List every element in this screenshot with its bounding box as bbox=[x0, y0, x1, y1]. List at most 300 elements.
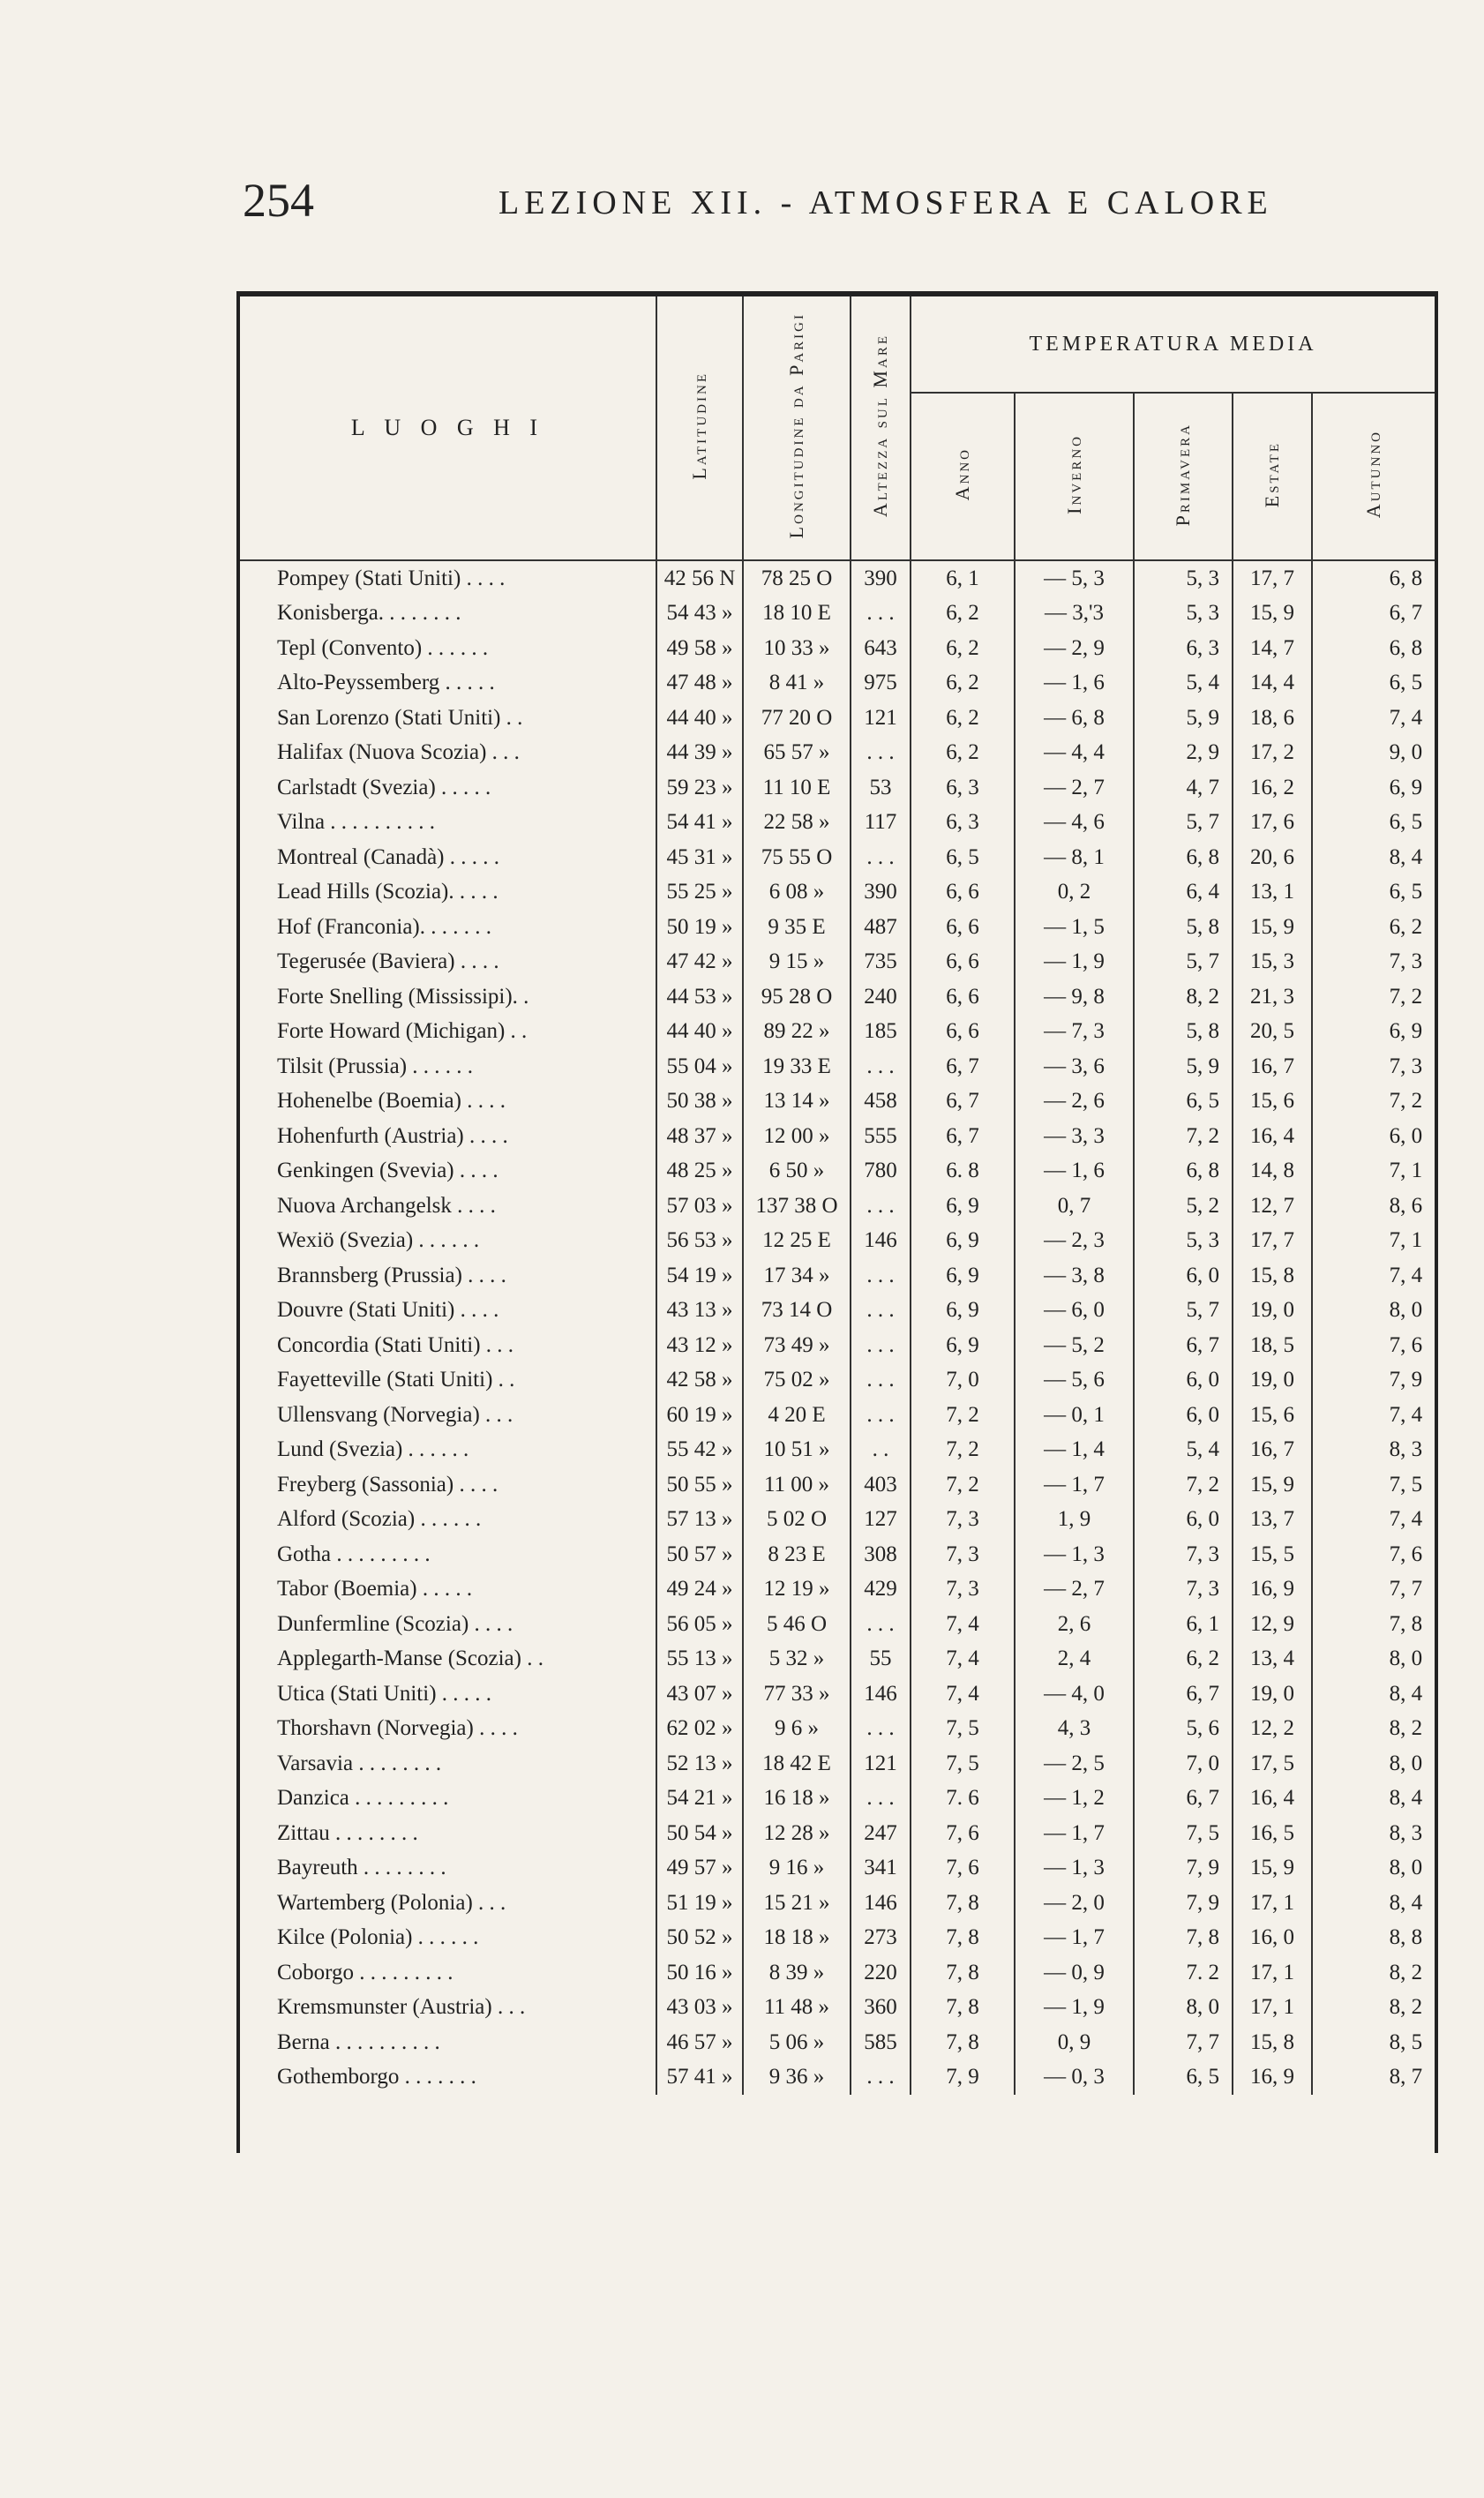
altitude-cell: 360 bbox=[851, 1991, 911, 2026]
table-row bbox=[240, 1607, 1435, 1642]
year-temp-cell: 6, 2 bbox=[911, 631, 1015, 666]
place-cell: Wexiö (Svezia) . . . . . . bbox=[277, 1228, 480, 1253]
autumn-temp-cell: 8, 8 bbox=[1312, 1921, 1435, 1956]
table-row bbox=[240, 910, 1435, 945]
longitude-cell: 8 41 » bbox=[743, 666, 851, 701]
latitude-cell: 43 07 » bbox=[656, 1677, 743, 1712]
year-temp-cell: 6, 9 bbox=[911, 1258, 1015, 1294]
spring-temp-cell: 6, 8 bbox=[1134, 1154, 1233, 1189]
spring-temp-cell: 7, 8 bbox=[1134, 1921, 1233, 1956]
latitude-cell: 55 25 » bbox=[656, 875, 743, 911]
year-temp-cell: 6. 8 bbox=[911, 1154, 1015, 1189]
summer-temp-cell: 17, 1 bbox=[1233, 1955, 1312, 1991]
autumn-temp-cell: 8, 4 bbox=[1312, 840, 1435, 875]
autumn-temp-cell: 6, 5 bbox=[1312, 875, 1435, 911]
winter-temp-cell: 1, 9 bbox=[1015, 1503, 1134, 1538]
place-cell: Tabor (Boemia) . . . . . bbox=[277, 1577, 473, 1602]
year-temp-cell: 7, 9 bbox=[911, 2060, 1015, 2096]
spring-temp-cell: 8, 2 bbox=[1134, 979, 1233, 1015]
longitude-cell: 5 06 » bbox=[743, 2025, 851, 2060]
altitude-cell: 341 bbox=[851, 1851, 911, 1887]
altitude-cell: 55 bbox=[851, 1642, 911, 1677]
winter-temp-cell: 0, 2 bbox=[1015, 875, 1134, 911]
year-temp-cell: 7, 4 bbox=[911, 1607, 1015, 1642]
year-temp-cell: 6, 3 bbox=[911, 770, 1015, 806]
table-row bbox=[240, 979, 1435, 1015]
longitude-cell: 12 25 E bbox=[743, 1224, 851, 1259]
longitude-cell: 77 33 » bbox=[743, 1677, 851, 1712]
table-row bbox=[240, 596, 1435, 632]
table-row bbox=[240, 1886, 1435, 1921]
table-row bbox=[240, 1746, 1435, 1782]
autumn-temp-cell: 8, 0 bbox=[1312, 1746, 1435, 1782]
spring-temp-cell: 5, 9 bbox=[1134, 1049, 1233, 1084]
longitude-cell: 12 00 » bbox=[743, 1119, 851, 1154]
altitude-cell: 975 bbox=[851, 666, 911, 701]
year-temp-cell: 7, 2 bbox=[911, 1467, 1015, 1503]
latitude-cell: 56 05 » bbox=[656, 1607, 743, 1642]
summer-temp-cell: 17, 2 bbox=[1233, 736, 1312, 771]
longitude-cell: 95 28 O bbox=[743, 979, 851, 1015]
winter-temp-cell: — 6, 0 bbox=[1015, 1294, 1134, 1329]
table-row bbox=[240, 1816, 1435, 1851]
summer-temp-cell: 16, 4 bbox=[1233, 1782, 1312, 1817]
year-temp-cell: 7, 3 bbox=[911, 1572, 1015, 1608]
latitude-cell: 43 13 » bbox=[656, 1294, 743, 1329]
altitude-cell: 220 bbox=[851, 1955, 911, 1991]
table-row bbox=[240, 1049, 1435, 1084]
year-temp-cell: 7, 8 bbox=[911, 1991, 1015, 2026]
latitude-cell: 51 19 » bbox=[656, 1886, 743, 1921]
place-cell: Zittau . . . . . . . . bbox=[277, 1820, 418, 1845]
autumn-temp-cell: 6, 2 bbox=[1312, 910, 1435, 945]
latitude-cell: 62 02 » bbox=[656, 1712, 743, 1747]
table-row bbox=[240, 1084, 1435, 1120]
longitude-cell: 22 58 » bbox=[743, 806, 851, 841]
altitude-cell: . . . bbox=[851, 1782, 911, 1817]
table-row bbox=[240, 1677, 1435, 1712]
longitude-cell: 9 35 E bbox=[743, 910, 851, 945]
spring-temp-cell: 7, 2 bbox=[1134, 1467, 1233, 1503]
winter-temp-cell: — 1, 3 bbox=[1015, 1537, 1134, 1572]
table-row bbox=[240, 1467, 1435, 1503]
winter-temp-cell: — 2, 7 bbox=[1015, 1572, 1134, 1608]
place-cell: Tegerusée (Baviera) . . . . bbox=[277, 949, 499, 974]
autumn-temp-cell: 9, 0 bbox=[1312, 736, 1435, 771]
winter-temp-cell: — 0, 1 bbox=[1015, 1398, 1134, 1433]
autumn-temp-cell: 7, 6 bbox=[1312, 1537, 1435, 1572]
altitude-cell: . . . bbox=[851, 1607, 911, 1642]
longitude-cell: 8 23 E bbox=[743, 1537, 851, 1572]
latitude-cell: 50 16 » bbox=[656, 1955, 743, 1991]
table-row bbox=[240, 1328, 1435, 1363]
summer-temp-cell: 18, 5 bbox=[1233, 1328, 1312, 1363]
longitude-cell: 10 33 » bbox=[743, 631, 851, 666]
header-altitude-label: Altezza sul Mare bbox=[869, 334, 891, 518]
header-altitude bbox=[851, 296, 911, 560]
altitude-cell: 555 bbox=[851, 1119, 911, 1154]
year-temp-cell: 6, 9 bbox=[911, 1328, 1015, 1363]
altitude-cell: 146 bbox=[851, 1224, 911, 1259]
year-temp-cell: 6, 1 bbox=[911, 560, 1015, 596]
spring-temp-cell: 6, 0 bbox=[1134, 1398, 1233, 1433]
spring-temp-cell: 4, 7 bbox=[1134, 770, 1233, 806]
table-row bbox=[240, 560, 1435, 596]
year-temp-cell: 7. 6 bbox=[911, 1782, 1015, 1817]
altitude-cell: 53 bbox=[851, 770, 911, 806]
winter-temp-cell: 4, 3 bbox=[1015, 1712, 1134, 1747]
place-cell: Pompey (Stati Uniti) . . . . bbox=[277, 566, 506, 590]
winter-temp-cell: — 2, 0 bbox=[1015, 1886, 1134, 1921]
place-cell: Gotha . . . . . . . . . bbox=[277, 1542, 431, 1566]
winter-temp-cell: 0, 7 bbox=[1015, 1189, 1134, 1224]
place-cell: Lund (Svezia) . . . . . . bbox=[277, 1437, 469, 1462]
table-row bbox=[240, 736, 1435, 771]
place-cell: Kilce (Polonia) . . . . . . bbox=[277, 1925, 479, 1950]
summer-temp-cell: 19, 0 bbox=[1233, 1363, 1312, 1399]
altitude-cell: 390 bbox=[851, 560, 911, 596]
place-cell: Fayetteville (Stati Uniti) . . bbox=[277, 1368, 515, 1392]
latitude-cell: 55 04 » bbox=[656, 1049, 743, 1084]
altitude-cell: 585 bbox=[851, 2025, 911, 2060]
summer-temp-cell: 13, 4 bbox=[1233, 1642, 1312, 1677]
latitude-cell: 57 13 » bbox=[656, 1503, 743, 1538]
longitude-cell: 73 14 O bbox=[743, 1294, 851, 1329]
winter-temp-cell: — 7, 3 bbox=[1015, 1015, 1134, 1050]
summer-temp-cell: 17, 1 bbox=[1233, 1991, 1312, 2026]
summer-temp-cell: 21, 3 bbox=[1233, 979, 1312, 1015]
year-temp-cell: 7, 3 bbox=[911, 1537, 1015, 1572]
spring-temp-cell: 7, 3 bbox=[1134, 1572, 1233, 1608]
longitude-cell: 75 55 O bbox=[743, 840, 851, 875]
spring-temp-cell: 7, 9 bbox=[1134, 1886, 1233, 1921]
spring-temp-cell: 5, 8 bbox=[1134, 1015, 1233, 1050]
winter-temp-cell: — 0, 3 bbox=[1015, 2060, 1134, 2096]
year-temp-cell: 6, 7 bbox=[911, 1084, 1015, 1120]
altitude-cell: 247 bbox=[851, 1816, 911, 1851]
running-head bbox=[0, 173, 1484, 226]
header-year bbox=[911, 393, 1015, 560]
summer-temp-cell: 17, 1 bbox=[1233, 1886, 1312, 1921]
winter-temp-cell: 2, 4 bbox=[1015, 1642, 1134, 1677]
header-winter-label: Inverno bbox=[1062, 434, 1085, 514]
latitude-cell: 55 42 » bbox=[656, 1433, 743, 1468]
place-cell: Dunfermline (Scozia) . . . . bbox=[277, 1611, 513, 1636]
table-row bbox=[240, 945, 1435, 980]
autumn-temp-cell: 6, 0 bbox=[1312, 1119, 1435, 1154]
spring-temp-cell: 5, 4 bbox=[1134, 1433, 1233, 1468]
spring-temp-cell: 6, 0 bbox=[1134, 1363, 1233, 1399]
longitude-cell: 11 10 E bbox=[743, 770, 851, 806]
latitude-cell: 45 31 » bbox=[656, 840, 743, 875]
autumn-temp-cell: 7, 1 bbox=[1312, 1154, 1435, 1189]
year-temp-cell: 6, 5 bbox=[911, 840, 1015, 875]
year-temp-cell: 7, 6 bbox=[911, 1816, 1015, 1851]
spring-temp-cell: 7, 3 bbox=[1134, 1537, 1233, 1572]
latitude-cell: 44 40 » bbox=[656, 701, 743, 736]
latitude-cell: 57 03 » bbox=[656, 1189, 743, 1224]
running-title: LEZIONE XII. - ATMOSFERA E CALORE bbox=[498, 184, 1273, 221]
year-temp-cell: 6, 6 bbox=[911, 979, 1015, 1015]
table-row bbox=[240, 770, 1435, 806]
table-row bbox=[240, 1955, 1435, 1991]
year-temp-cell: 6, 6 bbox=[911, 910, 1015, 945]
temperature-table-frame bbox=[236, 291, 1438, 2153]
altitude-cell: . . . bbox=[851, 1712, 911, 1747]
header-latitude-label: Latitudine bbox=[688, 371, 710, 480]
summer-temp-cell: 13, 1 bbox=[1233, 875, 1312, 911]
winter-temp-cell: 0, 9 bbox=[1015, 2025, 1134, 2060]
winter-temp-cell: — 5, 3 bbox=[1015, 560, 1134, 596]
altitude-cell: 487 bbox=[851, 910, 911, 945]
year-temp-cell: 7, 2 bbox=[911, 1398, 1015, 1433]
year-temp-cell: 7, 4 bbox=[911, 1642, 1015, 1677]
winter-temp-cell: — 4, 6 bbox=[1015, 806, 1134, 841]
table-row bbox=[240, 1154, 1435, 1189]
spring-temp-cell: 5, 3 bbox=[1134, 560, 1233, 596]
table-body bbox=[240, 560, 1435, 2095]
temperature-table bbox=[240, 296, 1435, 2095]
altitude-cell: 458 bbox=[851, 1084, 911, 1120]
latitude-cell: 49 57 » bbox=[656, 1851, 743, 1887]
altitude-cell: . . bbox=[851, 1433, 911, 1468]
place-cell: Danzica . . . . . . . . . bbox=[277, 1786, 449, 1811]
summer-temp-cell: 20, 5 bbox=[1233, 1015, 1312, 1050]
autumn-temp-cell: 6, 9 bbox=[1312, 770, 1435, 806]
altitude-cell: . . . bbox=[851, 1189, 911, 1224]
longitude-cell: 10 51 » bbox=[743, 1433, 851, 1468]
longitude-cell: 9 15 » bbox=[743, 945, 851, 980]
latitude-cell: 42 58 » bbox=[656, 1363, 743, 1399]
header-places: L U O G H I bbox=[240, 296, 656, 560]
altitude-cell: 308 bbox=[851, 1537, 911, 1572]
altitude-cell: . . . bbox=[851, 1398, 911, 1433]
longitude-cell: 9 16 » bbox=[743, 1851, 851, 1887]
table-row bbox=[240, 1642, 1435, 1677]
summer-temp-cell: 15, 9 bbox=[1233, 596, 1312, 632]
autumn-temp-cell: 7, 8 bbox=[1312, 1607, 1435, 1642]
summer-temp-cell: 13, 7 bbox=[1233, 1503, 1312, 1538]
spring-temp-cell: 6, 4 bbox=[1134, 875, 1233, 911]
longitude-cell: 5 46 O bbox=[743, 1607, 851, 1642]
header-winter bbox=[1015, 393, 1134, 560]
summer-temp-cell: 16, 9 bbox=[1233, 2060, 1312, 2096]
altitude-cell: . . . bbox=[851, 1294, 911, 1329]
autumn-temp-cell: 7, 3 bbox=[1312, 945, 1435, 980]
longitude-cell: 5 32 » bbox=[743, 1642, 851, 1677]
year-temp-cell: 7, 5 bbox=[911, 1746, 1015, 1782]
year-temp-cell: 7, 8 bbox=[911, 2025, 1015, 2060]
table-row bbox=[240, 1189, 1435, 1224]
spring-temp-cell: 6, 5 bbox=[1134, 2060, 1233, 2096]
spring-temp-cell: 5, 9 bbox=[1134, 701, 1233, 736]
latitude-cell: 50 38 » bbox=[656, 1084, 743, 1120]
table-row bbox=[240, 701, 1435, 736]
table-row bbox=[240, 1398, 1435, 1433]
summer-temp-cell: 16, 2 bbox=[1233, 770, 1312, 806]
header-autumn bbox=[1312, 393, 1435, 560]
place-cell: Kremsmunster (Austria) . . . bbox=[277, 1995, 526, 2020]
autumn-temp-cell: 7, 5 bbox=[1312, 1467, 1435, 1503]
altitude-cell: . . . bbox=[851, 840, 911, 875]
longitude-cell: 65 57 » bbox=[743, 736, 851, 771]
summer-temp-cell: 17, 7 bbox=[1233, 1224, 1312, 1259]
latitude-cell: 56 53 » bbox=[656, 1224, 743, 1259]
spring-temp-cell: 6, 3 bbox=[1134, 631, 1233, 666]
altitude-cell: 121 bbox=[851, 1746, 911, 1782]
header-longitude-label: Longitudine da Parigi bbox=[785, 312, 807, 539]
header-spring-label: Primavera bbox=[1172, 422, 1194, 527]
latitude-cell: 44 53 » bbox=[656, 979, 743, 1015]
table-row bbox=[240, 1782, 1435, 1817]
winter-temp-cell: — 1, 7 bbox=[1015, 1467, 1134, 1503]
winter-temp-cell: — 3, 6 bbox=[1015, 1049, 1134, 1084]
autumn-temp-cell: 8, 0 bbox=[1312, 1851, 1435, 1887]
summer-temp-cell: 18, 6 bbox=[1233, 701, 1312, 736]
place-cell: Alford (Scozia) . . . . . . bbox=[277, 1507, 482, 1532]
summer-temp-cell: 14, 8 bbox=[1233, 1154, 1312, 1189]
longitude-cell: 5 02 O bbox=[743, 1503, 851, 1538]
summer-temp-cell: 15, 8 bbox=[1233, 2025, 1312, 2060]
altitude-cell: . . . bbox=[851, 1363, 911, 1399]
summer-temp-cell: 16, 9 bbox=[1233, 1572, 1312, 1608]
place-cell: San Lorenzo (Stati Uniti) . . bbox=[277, 705, 523, 730]
place-cell: Hof (Franconia). . . . . . . bbox=[277, 914, 491, 939]
longitude-cell: 11 48 » bbox=[743, 1991, 851, 2026]
place-cell: Varsavia . . . . . . . . bbox=[277, 1751, 442, 1775]
year-temp-cell: 6, 6 bbox=[911, 1015, 1015, 1050]
spring-temp-cell: 6, 1 bbox=[1134, 1607, 1233, 1642]
year-temp-cell: 6, 9 bbox=[911, 1189, 1015, 1224]
table-row bbox=[240, 1851, 1435, 1887]
summer-temp-cell: 15, 6 bbox=[1233, 1084, 1312, 1120]
autumn-temp-cell: 8, 2 bbox=[1312, 1712, 1435, 1747]
altitude-cell: 735 bbox=[851, 945, 911, 980]
spring-temp-cell: 7. 2 bbox=[1134, 1955, 1233, 1991]
altitude-cell: 121 bbox=[851, 701, 911, 736]
place-cell: Concordia (Stati Uniti) . . . bbox=[277, 1332, 514, 1357]
place-cell: Utica (Stati Uniti) . . . . . bbox=[277, 1681, 492, 1706]
spring-temp-cell: 7, 9 bbox=[1134, 1851, 1233, 1887]
header-summer-label: Estate bbox=[1261, 440, 1283, 508]
table-row bbox=[240, 1433, 1435, 1468]
winter-temp-cell: — 3, 8 bbox=[1015, 1258, 1134, 1294]
winter-temp-cell: — 5, 2 bbox=[1015, 1328, 1134, 1363]
winter-temp-cell: — 0, 9 bbox=[1015, 1955, 1134, 1991]
altitude-cell: 117 bbox=[851, 806, 911, 841]
autumn-temp-cell: 8, 6 bbox=[1312, 1189, 1435, 1224]
latitude-cell: 50 19 » bbox=[656, 910, 743, 945]
longitude-cell: 73 49 » bbox=[743, 1328, 851, 1363]
spring-temp-cell: 6, 7 bbox=[1134, 1677, 1233, 1712]
longitude-cell: 77 20 O bbox=[743, 701, 851, 736]
altitude-cell: 403 bbox=[851, 1467, 911, 1503]
summer-temp-cell: 16, 4 bbox=[1233, 1119, 1312, 1154]
longitude-cell: 18 42 E bbox=[743, 1746, 851, 1782]
latitude-cell: 50 52 » bbox=[656, 1921, 743, 1956]
altitude-cell: 429 bbox=[851, 1572, 911, 1608]
year-temp-cell: 6, 2 bbox=[911, 596, 1015, 632]
winter-temp-cell: — 1, 7 bbox=[1015, 1816, 1134, 1851]
longitude-cell: 6 08 » bbox=[743, 875, 851, 911]
longitude-cell: 8 39 » bbox=[743, 1955, 851, 1991]
longitude-cell: 6 50 » bbox=[743, 1154, 851, 1189]
year-temp-cell: 6, 6 bbox=[911, 945, 1015, 980]
place-cell: Applegarth-Manse (Scozia) . . bbox=[277, 1647, 543, 1671]
latitude-cell: 47 48 » bbox=[656, 666, 743, 701]
winter-temp-cell: — 1, 7 bbox=[1015, 1921, 1134, 1956]
place-cell: Vilna . . . . . . . . . . bbox=[277, 810, 436, 835]
winter-temp-cell: — 5, 6 bbox=[1015, 1363, 1134, 1399]
table-row bbox=[240, 1991, 1435, 2026]
spring-temp-cell: 6, 2 bbox=[1134, 1642, 1233, 1677]
place-cell: Bayreuth . . . . . . . . bbox=[277, 1856, 446, 1880]
autumn-temp-cell: 7, 4 bbox=[1312, 1503, 1435, 1538]
spring-temp-cell: 5, 6 bbox=[1134, 1712, 1233, 1747]
autumn-temp-cell: 8, 5 bbox=[1312, 2025, 1435, 2060]
spring-temp-cell: 5, 4 bbox=[1134, 666, 1233, 701]
latitude-cell: 54 41 » bbox=[656, 806, 743, 841]
longitude-cell: 19 33 E bbox=[743, 1049, 851, 1084]
place-cell: Halifax (Nuova Scozia) . . . bbox=[277, 740, 520, 765]
year-temp-cell: 6, 2 bbox=[911, 736, 1015, 771]
table-row bbox=[240, 1537, 1435, 1572]
winter-temp-cell: — 1, 9 bbox=[1015, 1991, 1134, 2026]
summer-temp-cell: 17, 7 bbox=[1233, 560, 1312, 596]
year-temp-cell: 7, 3 bbox=[911, 1503, 1015, 1538]
latitude-cell: 55 13 » bbox=[656, 1642, 743, 1677]
summer-temp-cell: 20, 6 bbox=[1233, 840, 1312, 875]
winter-temp-cell: — 2, 3 bbox=[1015, 1224, 1134, 1259]
place-cell: Forte Howard (Michigan) . . bbox=[277, 1019, 528, 1044]
table-row bbox=[240, 1224, 1435, 1259]
summer-temp-cell: 16, 0 bbox=[1233, 1921, 1312, 1956]
year-temp-cell: 7, 4 bbox=[911, 1677, 1015, 1712]
autumn-temp-cell: 6, 7 bbox=[1312, 596, 1435, 632]
winter-temp-cell: — 2, 9 bbox=[1015, 631, 1134, 666]
spring-temp-cell: 6, 7 bbox=[1134, 1328, 1233, 1363]
summer-temp-cell: 16, 7 bbox=[1233, 1433, 1312, 1468]
altitude-cell: . . . bbox=[851, 1258, 911, 1294]
year-temp-cell: 7, 2 bbox=[911, 1433, 1015, 1468]
table-row bbox=[240, 1363, 1435, 1399]
latitude-cell: 59 23 » bbox=[656, 770, 743, 806]
latitude-cell: 48 25 » bbox=[656, 1154, 743, 1189]
table-row bbox=[240, 1572, 1435, 1608]
latitude-cell: 44 40 » bbox=[656, 1015, 743, 1050]
summer-temp-cell: 17, 6 bbox=[1233, 806, 1312, 841]
autumn-temp-cell: 7, 3 bbox=[1312, 1049, 1435, 1084]
place-cell: Tepl (Convento) . . . . . . bbox=[277, 635, 489, 660]
table-row bbox=[240, 1015, 1435, 1050]
autumn-temp-cell: 8, 2 bbox=[1312, 1955, 1435, 1991]
winter-temp-cell: — 4, 0 bbox=[1015, 1677, 1134, 1712]
year-temp-cell: 6, 6 bbox=[911, 875, 1015, 911]
table-header bbox=[240, 296, 1435, 560]
table-row bbox=[240, 1258, 1435, 1294]
longitude-cell: 11 00 » bbox=[743, 1467, 851, 1503]
latitude-cell: 49 58 » bbox=[656, 631, 743, 666]
spring-temp-cell: 5, 3 bbox=[1134, 596, 1233, 632]
place-cell: Freyberg (Sassonia) . . . . bbox=[277, 1472, 498, 1497]
altitude-cell: 185 bbox=[851, 1015, 911, 1050]
place-cell: Coborgo . . . . . . . . . bbox=[277, 1960, 453, 1984]
year-temp-cell: 7, 8 bbox=[911, 1886, 1015, 1921]
table-row bbox=[240, 2025, 1435, 2060]
latitude-cell: 50 57 » bbox=[656, 1537, 743, 1572]
table-row bbox=[240, 1294, 1435, 1329]
longitude-cell: 13 14 » bbox=[743, 1084, 851, 1120]
